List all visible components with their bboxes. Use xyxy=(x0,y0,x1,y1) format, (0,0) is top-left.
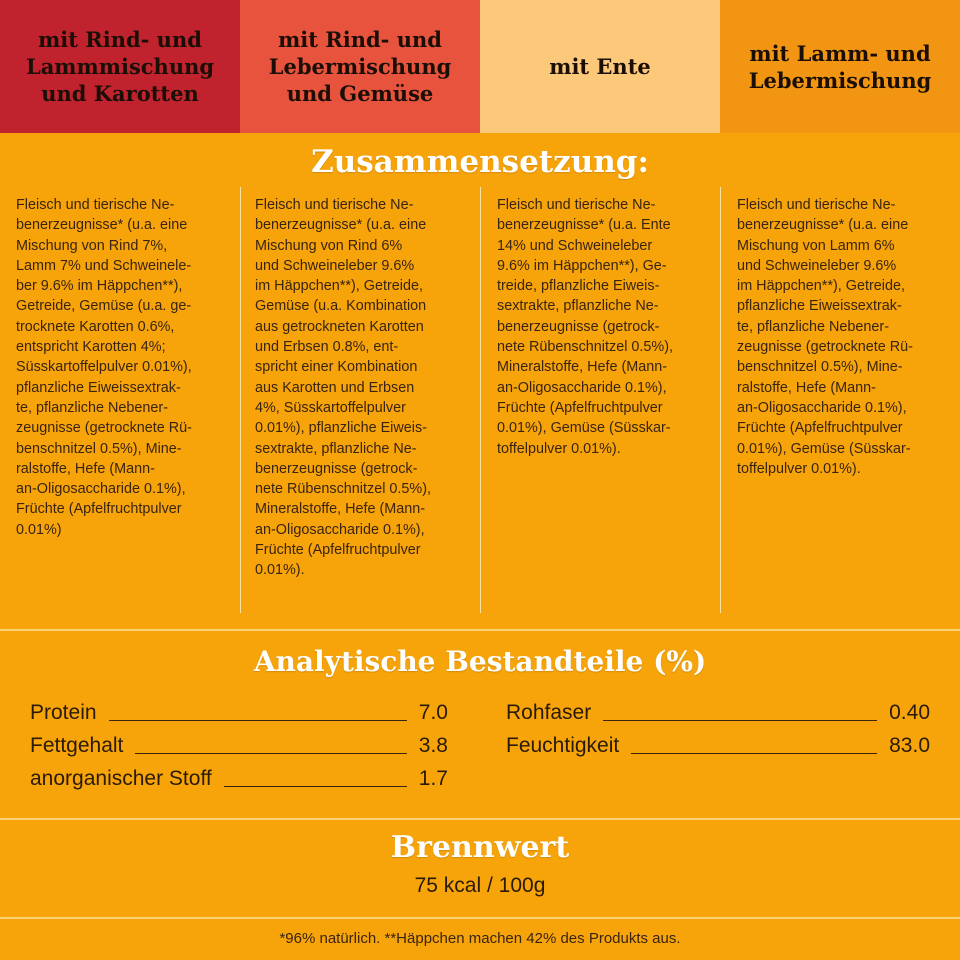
composition-title: Zusammensetzung: xyxy=(311,144,649,180)
analytics-row-protein xyxy=(30,700,448,726)
analytics-value: 1.7 xyxy=(418,767,448,790)
leader-line xyxy=(603,720,877,721)
energy-title: Brennwert xyxy=(390,830,570,865)
analytics-label: anorganischer Stoff xyxy=(30,767,212,790)
variant-header-lamm-leber: mit Lamm- und Lebermischung xyxy=(720,0,960,133)
section-divider xyxy=(0,917,960,919)
energy-value: 75 kcal / 100g xyxy=(414,874,546,897)
analytics-value: 0.40 xyxy=(889,701,930,724)
analytics-row-rohfaser xyxy=(506,700,930,726)
section-divider xyxy=(0,818,960,820)
analytics-title: Analytische Bestandteile (%) xyxy=(253,645,707,678)
leader-line xyxy=(135,753,406,754)
footnote: *96% natürlich. **Häppchen machen 42% des Produkts aus. xyxy=(279,930,681,947)
leader-line xyxy=(631,753,877,754)
analytics-row-feuchtigkeit xyxy=(506,733,930,759)
variant-header-rind-lamm: mit Rind- und Lammmischung und Karotten xyxy=(0,0,240,133)
section-divider xyxy=(0,629,960,631)
composition-text-rind-lamm: Fleisch und tierische Ne- benerzeugnisse* (u.a. eine Mischung von Rind 7%, Lamm 7% und Schweinele- ber 9.6% im Häppchen**), Getreide, Gemüse (u.a. ge- trocknete Karotten 0.6%, entspricht Karotten 4%; Süsskartoffelpulver 0.01%), pflanzliche Eiweissextrak- te, pflanzliche Nebener- zeugnisse (getrocknete Rü- benschnitzel 0.5%), Mine- ralstoffe, Hefe (Mann- an-Oligosaccharide 0.1%), Früchte (Apfelfruchtpulver 0.01%) xyxy=(16,197,192,538)
analytics-label: Protein xyxy=(30,701,97,724)
leader-line xyxy=(109,720,407,721)
composition-text-rind-leber: Fleisch und tierische Ne- benerzeugnisse* (u.a. eine Mischung von Rind 6% und Schweineleber 9.6% im Häppchen**), Getreide, Gemüse (u.a. Kombination aus getrockneten Karotten und Erbsen 0.8%, ent- spricht einer Kombination aus Karotten und Erbsen 4%, Süsskartoffelpulver 0.01%), pflanzliche Eiweis- sextrakte, pflanzliche Ne- benerzeugnisse (getrock- nete Rübenschnitzel 0.5%), Mineralstoffe, Hefe (Mann- an-Oligosaccharide 0.1%), Früchte (Apfelfruchtpulver 0.01%). xyxy=(240,187,480,613)
analytics-row-anorganischer-stoff xyxy=(30,766,448,792)
composition-text-lamm-leber: Fleisch und tierische Ne- benerzeugnisse* (u.a. eine Mischung von Lamm 6% und Schweineleber 9.6% im Häppchen**), Getreide, pflanzliche Eiweissextrak- te, pflanzliche Nebener- zeugnisse (getrocknete Rü- benschnitzel 0.5%), Mine- ralstoffe, Hefe (Mann- an-Oligosaccharide 0.1%), Früchte (Apfelfruchtpulver 0.01%), Gemüse (Süsskar- toffelpulver 0.01%). xyxy=(720,187,960,613)
analytics-label: Rohfaser xyxy=(506,701,592,724)
analytics-label: Fettgehalt xyxy=(30,734,124,757)
variant-header-rind-leber: mit Rind- und Lebermischung und Gemüse xyxy=(240,0,480,133)
composition-columns xyxy=(0,187,960,613)
analytics-value: 7.0 xyxy=(418,701,448,724)
variant-header-ente: mit Ente xyxy=(480,0,720,133)
analytics-value: 83.0 xyxy=(889,734,930,757)
analytics-row-fettgehalt xyxy=(30,733,448,759)
analytics-value: 3.8 xyxy=(418,734,448,757)
leader-line xyxy=(224,786,407,787)
composition-text-ente: Fleisch und tierische Ne- benerzeugnisse* (u.a. Ente 14% und Schweineleber 9.6% im Häppchen**), Ge- treide, pflanzliche Eiweis- sextrakte, pflanzliche Ne- benerzeugnisse (getrock- nete Rübenschnitzel 0.5%), Mineralstoffe, Hefe (Mann- an-Oligosaccharide 0.1%), Früchte (Apfelfruchtpulver 0.01%), Gemüse (Süsskar- toffelpulver 0.01%). xyxy=(480,187,720,613)
variant-header-row xyxy=(0,0,960,133)
analytics-label: Feuchtigkeit xyxy=(506,734,620,757)
